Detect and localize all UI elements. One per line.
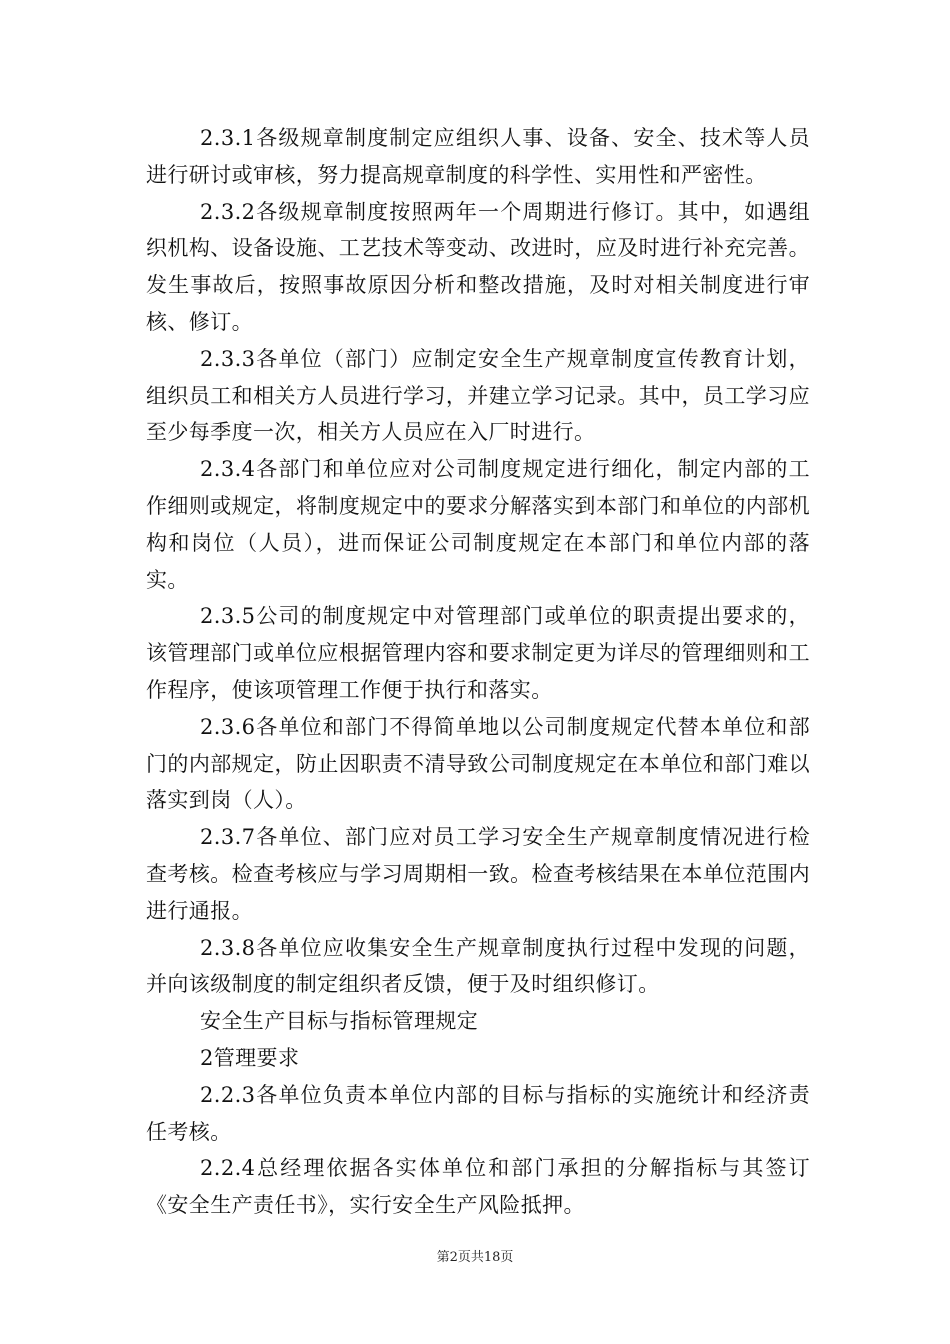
section-heading: 安全生产目标与指标管理规定 <box>200 1009 479 1034</box>
paragraph-2-2-4: 2.2.4总经理依据各实体单位和部门承担的分解指标与其签订《安全生产责任书》，实行安全生产风险抵押。 <box>146 1156 810 1218</box>
paragraph-2-3-3: 2.3.3各单位（部门）应制定安全生产规章制度宣传教育计划，组织员工和相关方人员进行学习，并建立学习记录。其中，员工学习应至少每季度一次，相关方人员应在入厂时进行。 <box>146 346 810 445</box>
paragraph-2-3-4: 2.3.4各部门和单位应对公司制度规定进行细化，制定内部的工作细则或规定，将制度规定中的要求分解落实到本部门和单位的内部机构和岗位（人员），进而保证公司制度规定在本部门和单位内部的落实。 <box>146 457 810 592</box>
paragraph-2-3-8: 2.3.8各单位应收集安全生产规章制度执行过程中发现的问题，并向该级制度的制定组织者反馈，便于及时组织修订。 <box>146 935 810 997</box>
paragraph-2-2-3: 2.2.3各单位负责本单位内部的目标与指标的实施统计和经济责任考核。 <box>146 1082 810 1144</box>
paragraph-2-3-6: 2.3.6各单位和部门不得简单地以公司制度规定代替本单位和部门的内部规定，防止因职责不清导致公司制度规定在本单位和部门难以落实到岗（人）。 <box>146 714 810 813</box>
document-body <box>146 120 810 1224</box>
paragraph-2-3-2: 2.3.2各级规章制度按照两年一个周期进行修订。其中，如遇组织机构、设备设施、工艺技术等变动、改进时，应及时进行补充完善。发生事故后，按照事故原因分析和整改措施，及时对相关制度进行审核、修订。 <box>146 199 810 334</box>
paragraph-2-3-5: 2.3.5公司的制度规定中对管理部门或单位的职责提出要求的，该管理部门或单位应根据管理内容和要求制定更为详尽的管理细则和工作程序，使该项管理工作便于执行和落实。 <box>146 604 810 702</box>
paragraph-2-3-7: 2.3.7各单位、部门应对员工学习安全生产规章制度情况进行检查考核。检查考核应与学习周期相一致。检查考核结果在本单位范围内进行通报。 <box>146 825 810 923</box>
paragraph-2-3-1: 2.3.1各级规章制度制定应组织人事、设备、安全、技术等人员进行研讨或审核，努力提高规章制度的科学性、实用性和严密性。 <box>146 126 810 187</box>
page-number: 第2页共18页 <box>436 1250 514 1265</box>
subsection-heading: 2管理要求 <box>200 1045 300 1070</box>
